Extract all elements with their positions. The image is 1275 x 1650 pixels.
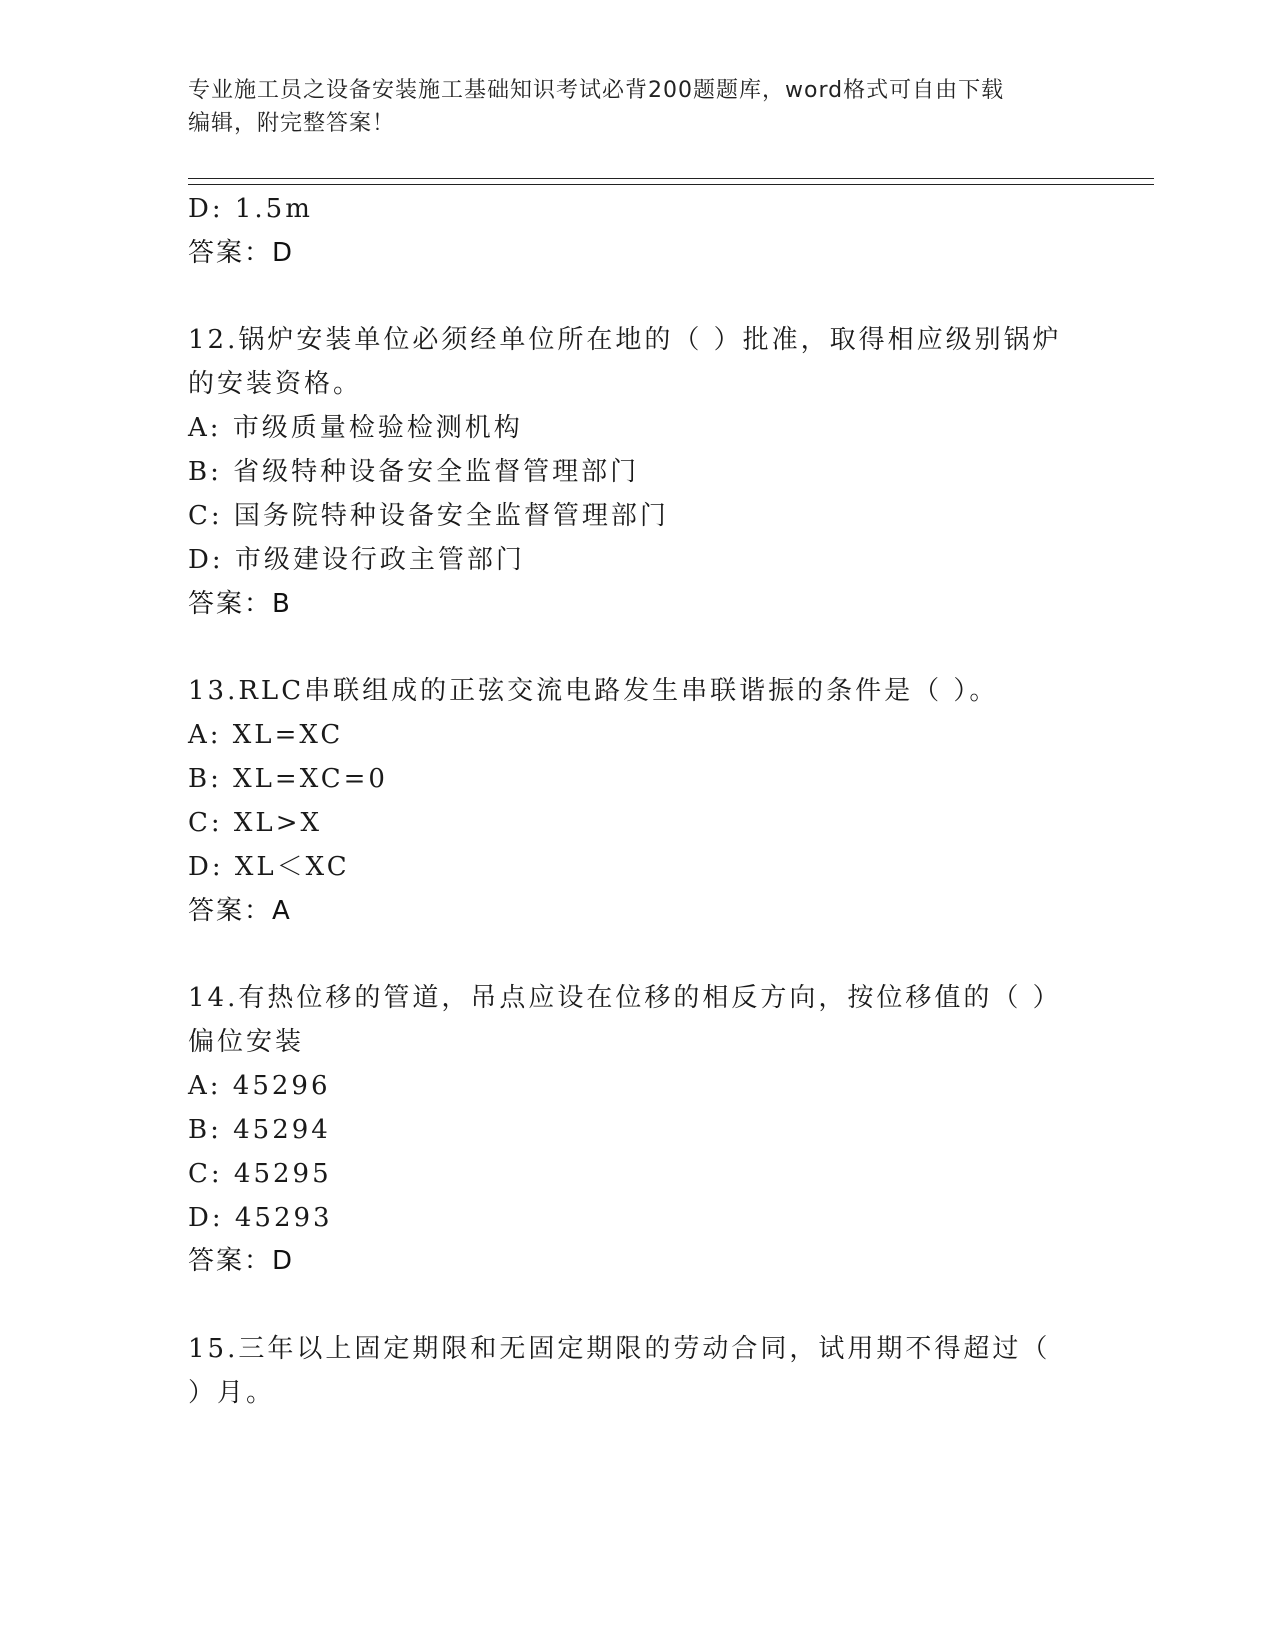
- prev-option-d: D: 1.5m: [188, 194, 313, 224]
- q14-option-a: A: 45296: [188, 1071, 331, 1101]
- q12-stem-line-1: 12.锅炉安装单位必须经单位所在地的（ ）批准，取得相应级别锅炉: [188, 325, 1062, 355]
- header-divider-top: [188, 178, 1154, 179]
- q13-answer: 答案：A: [188, 896, 292, 926]
- document-header: [188, 74, 1088, 140]
- q13-stem-line-1: 13.RLC串联组成的正弦交流电路发生串联谐振的条件是（ ）。: [188, 676, 999, 706]
- q15-stem-line-1: 15.三年以上固定期限和无固定期限的劳动合同，试用期不得超过（: [188, 1334, 1051, 1364]
- q12-option-d: D: 市级建设行政主管部门: [188, 545, 525, 575]
- q14-option-d: D: 45293: [188, 1203, 333, 1233]
- q12-option-c: C: 国务院特种设备安全监督管理部门: [188, 501, 669, 531]
- q12-option-b: B: 省级特种设备安全监督管理部门: [188, 457, 640, 487]
- q14-stem-line-1: 14.有热位移的管道，吊点应设在位移的相反方向，按位移值的（ ）: [188, 983, 1062, 1013]
- q14-answer: 答案：D: [188, 1246, 295, 1276]
- header-line-1: 专业施工员之设备安装施工基础知识考试必背200题题库，word格式可自由下载: [188, 78, 1005, 103]
- header-divider-bottom: [188, 184, 1154, 185]
- q13-option-b: B: XL=XC=0: [188, 764, 388, 794]
- q12-stem-line-2: 的安装资格。: [188, 369, 363, 399]
- prev-answer: 答案：D: [188, 238, 295, 268]
- q12-option-a: A: 市级质量检验检测机构: [188, 413, 523, 443]
- q13-option-d: D: XL＜XC: [188, 852, 350, 882]
- header-line-2: 编辑，附完整答案！: [188, 111, 396, 136]
- q15-stem-line-2: ）月。: [188, 1378, 276, 1408]
- q14-stem-line-2: 偏位安装: [188, 1027, 305, 1057]
- q12-answer: 答案：B: [188, 589, 292, 619]
- q13-option-c: C: XL>X: [188, 808, 322, 838]
- q13-option-a: A: XL=XC: [188, 720, 344, 750]
- q14-option-b: B: 45294: [188, 1115, 331, 1145]
- q14-option-c: C: 45295: [188, 1159, 332, 1189]
